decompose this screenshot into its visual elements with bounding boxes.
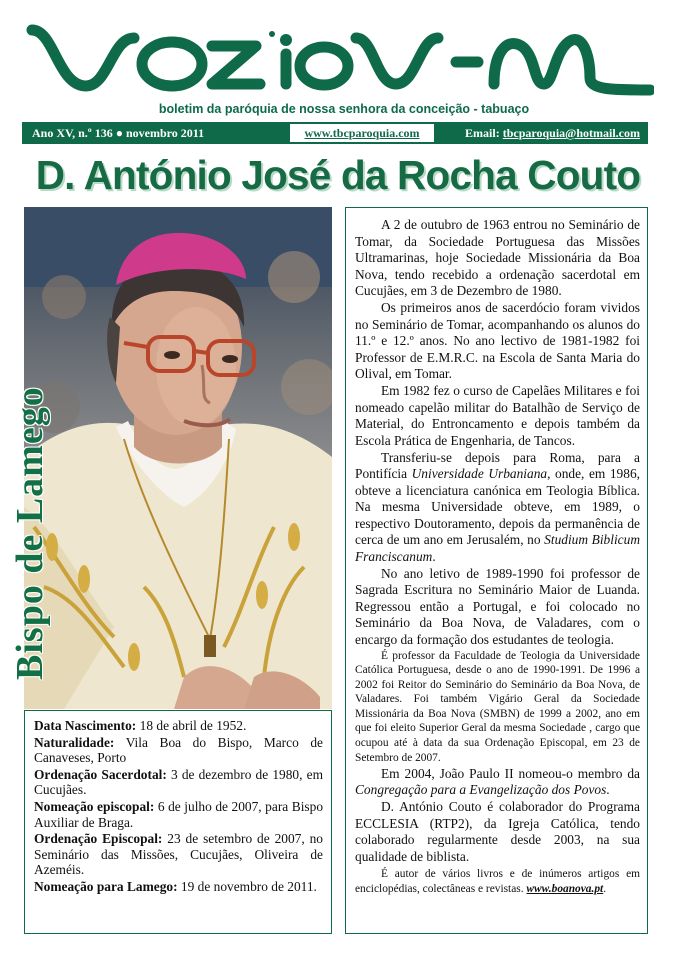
newsletter-logo [24,18,654,100]
university-name: Universidade Urbaniana [411,466,548,481]
vertical-title: Bispo de Lamego [9,386,51,680]
issue-info-bar [22,122,648,144]
fact-episcopal-nomination [34,799,323,830]
fact-episcopal-ordination [34,831,323,878]
fact-label: Nomeação episcopal: [34,798,155,814]
text-run: . [603,882,607,895]
fact-birthplace [34,735,323,766]
article-paragraph: No ano letivo de 1989-1990 foi professor de Sagrada Escritura no Seminário Maior de Luanda. Regressou então a Portugal, e foi colocado no Seminário da Boa Nova, de Valadares, com o encargo da formação dos estudantes de teologia. [355,565,640,647]
fact-label: Ordenação Episcopal: [34,831,163,847]
fact-label: Nomeação para Lamego: [34,878,178,894]
article-paragraph: A 2 de outubro de 1963 entrou no Seminário de Tomar, da Sociedade Portuguesa das Missões Ultramarinas, hoje Sociedade Missionária da Boa Nova, tendo recebido a ordenação sacerdotal em Cucujães, em 3 de Dezembro de 1980. [355,217,640,298]
fact-value: 18 de abril de 1952. [136,718,247,733]
boanova-link[interactable]: www.boanova.pt [526,882,604,895]
email-info [465,126,640,141]
article-paragraph [355,867,640,896]
text-run: Transferiu-se depois para Roma, para a Pontifícia [355,449,640,481]
article-paragraph: É professor da Faculdade de Teologia da Universidade Católica Portuguesa, desde o ano de 1990-1991. De 1996 a 2002 foi Reitor do Seminário do Seminário da Boa Nova, de Valadares. Foi também Vigário Geral da Sociedade Missionária da Boa Nova (SMBN) de 1999 a 2002, ano em que foi eleito Superior Geral da mesma Sociedade , cargo que ocupou até à data da sua Ordenação Episcopal, em 23 de Setembro de 2007. [355,649,640,764]
institute-name: Studium Biblicum Franciscanum [355,532,640,564]
fact-lamego-nomination [34,879,323,895]
email-link[interactable]: tbcparoquia@hotmail.com [502,126,640,140]
article-paragraph [355,450,640,566]
fact-birth-date [34,718,323,734]
text-run: . [432,548,436,564]
bishop-photo [24,207,332,709]
fact-value: 19 de novembro de 2011. [177,878,317,894]
fact-value: 6 de julho de 2007, para Bispo Auxiliar de Braga. [34,798,324,830]
website-link[interactable]: www.tbcparoquia.com [290,124,434,142]
text-run: . [606,782,610,798]
page-title: D. António José da Rocha Couto [35,152,641,198]
congregation-name: Congregação para a Evangelização dos Povos [355,782,607,798]
text-run: É autor de vários livros e de inúmeros artigos em enciclopédias, colectâneas e revistas. [355,868,640,895]
fact-value: 3 de dezembro de 1980, em Cucujães. [34,766,323,798]
fact-value: 23 de setembro de 2007, no Seminário das Missões, Cucujães, Oliveira de Azeméis. [34,831,323,878]
masthead [24,18,654,116]
bishop-portrait-icon [24,207,332,709]
fact-value: Vila Boa do Bispo, Marco de Canaveses, Porto [34,734,323,766]
article-paragraph: Em 1982 fez o curso de Capelães Militares e foi nomeado capelão militar do Batalhão de Serviço de Material, do Entroncamento e depois também da Escola Prática de Engenharia, de Tancos. [355,383,640,448]
text-run: Em 2004, João Paulo II nomeou-o membro da [381,765,640,781]
article-paragraph: D. António Couto é colaborador do Programa ECCLESIA (RTP2), da Igreja Católica, tendo colaborado regularmente desde 2003, na sua qualidade de biblista. [355,799,640,864]
newsletter-tagline: boletim da paróquia de nossa senhora da conceição - tabuaço [158,102,530,116]
email-label: Email: [465,126,500,140]
biography-facts [24,710,332,934]
article-paragraph [355,766,640,799]
fact-label: Ordenação Sacerdotal: [34,766,167,782]
biography-article [345,207,648,934]
fact-label: Data Nascimento: [34,718,137,733]
text-run: , onde, em 1986, obteve a licenciatura canónica em Teologia Bíblica. Na mesma Universidade obteve, em 1989, o respectivo Doutoramento, depois da permanência de cerca de um ano em Jerusalém, no [355,466,640,547]
fact-priestly-ordination [34,767,323,798]
article-paragraph: Os primeiros anos de sacerdócio foram vividos no Seminário de Tomar, acompanhando os alunos do 11.º e 12.º anos. No ano lectivo de 1981-1982 foi Professor de E.M.R.C. na Escola de Santa Maria do Olival, em Tomar. [355,300,640,381]
fact-label: Naturalidade: [34,734,115,750]
issue-number: Ano XV, n.º 136 ● novembro 2011 [32,126,205,140]
